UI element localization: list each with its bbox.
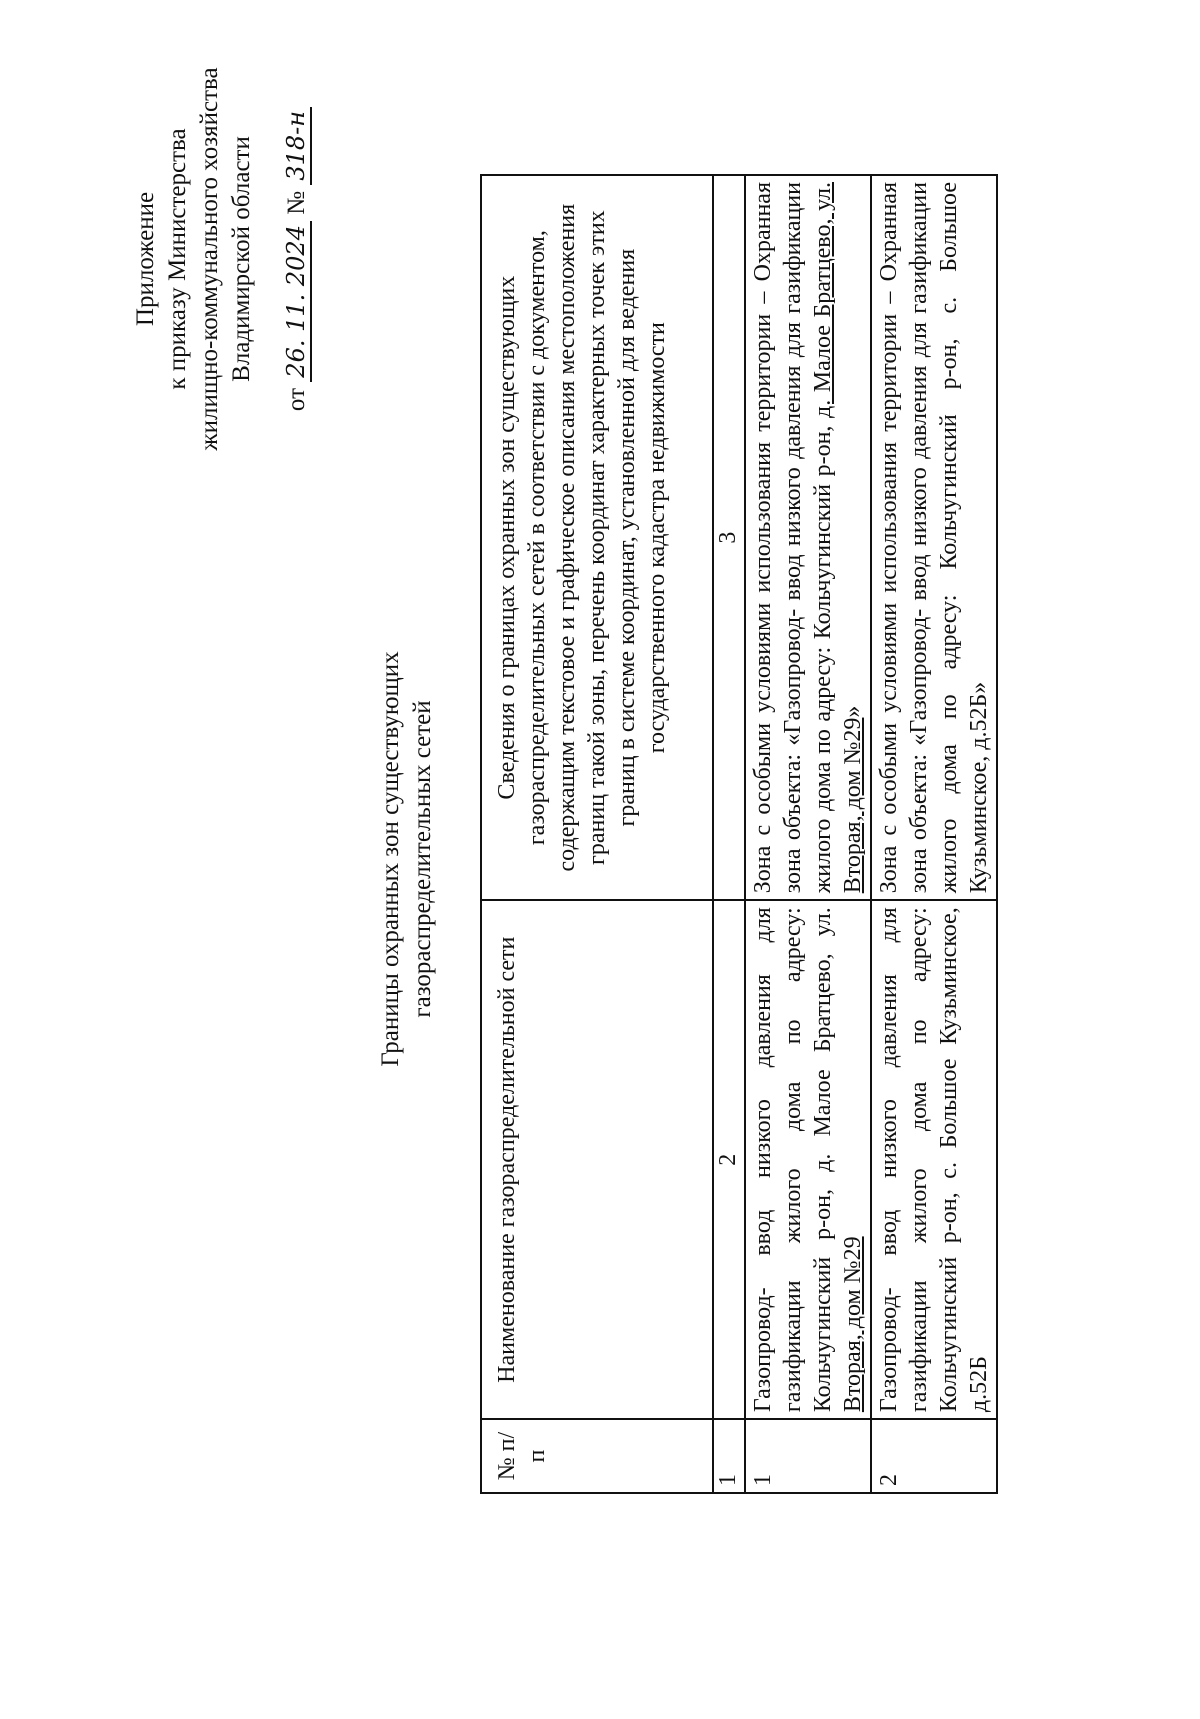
title-line-2: газораспределительных сетей [409,700,436,1018]
column-number-row [713,175,745,1493]
table-header-row [481,175,713,1493]
column-number-1: 1 [713,1419,745,1493]
zones-table [480,174,998,1494]
column-number-3: 3 [713,175,745,900]
order-number: 318-н [282,107,312,185]
zone-info-text: Зона с особыми условиями использования территории – Охранная зона объекта: «Газопровод- ввод низкого давления для газификации жилого дома по адресу: Кольчугинский р-он, с. Большое Кузьминское, д.52Б» [876,182,992,894]
table-row [745,175,871,1493]
zone-info-tail: » [840,705,866,718]
network-name-underlined: Вторая, дом №29 [840,1236,866,1413]
network-name-cell [745,900,871,1419]
zone-info-cell [745,175,871,900]
column-number-2: 2 [713,900,745,1419]
number-sign: № [283,190,310,215]
zone-info-underlined: д. Малое Братцево, ул. Вторая, дом №29 [810,182,866,894]
document-title [375,509,439,1209]
date-prefix: от [283,387,310,412]
appendix-line-2: к приказу Министерства [164,128,191,390]
header-number: № п/п [481,1419,713,1493]
row-number: 1 [745,1419,871,1493]
zone-info-cell [871,175,997,900]
order-date: 26. 11. 2024 [282,221,312,382]
appendix-line-1: Приложение [132,191,159,327]
header-network-name: Наименование газораспределительной сети [481,900,713,1419]
zone-info-text: Зона с особыми условиями использования территории – Охранная зона объекта: «Газопровод- ввод низкого давления для газификации жилого дома по адресу: Кольчугинский р-он, [750,182,836,894]
table-row [871,175,997,1493]
header-zone-info: Сведения о границах охранных зон существующих газораспределительных сетей в соответствии с документом, содержащим текстовое и графическое описания местоположения границ такой зоны, перечень координат характерных точек этих границ в системе координат, установленной для ведения государственного кадастра недвижимости [481,175,713,900]
appendix-block [130,44,313,474]
appendix-line-3: жилищно-коммунального хозяйства [196,67,223,451]
network-name-text: Газопровод- ввод низкого давления для газификации жилого дома по адресу: Кольчугинский р-он, д. Малое Братцево, ул. [750,907,836,1413]
network-name-cell [871,900,997,1419]
order-date-line [280,44,313,474]
network-name-text: Газопровод- ввод низкого давления для газификации жилого дома по адресу: Кольчугинский р-он, с. Большое Кузьминское, д.52Б [876,907,992,1413]
row-number: 2 [871,1419,997,1493]
title-line-1: Границы охранных зон существующих [377,651,404,1067]
appendix-line-4: Владимирской области [228,136,255,382]
